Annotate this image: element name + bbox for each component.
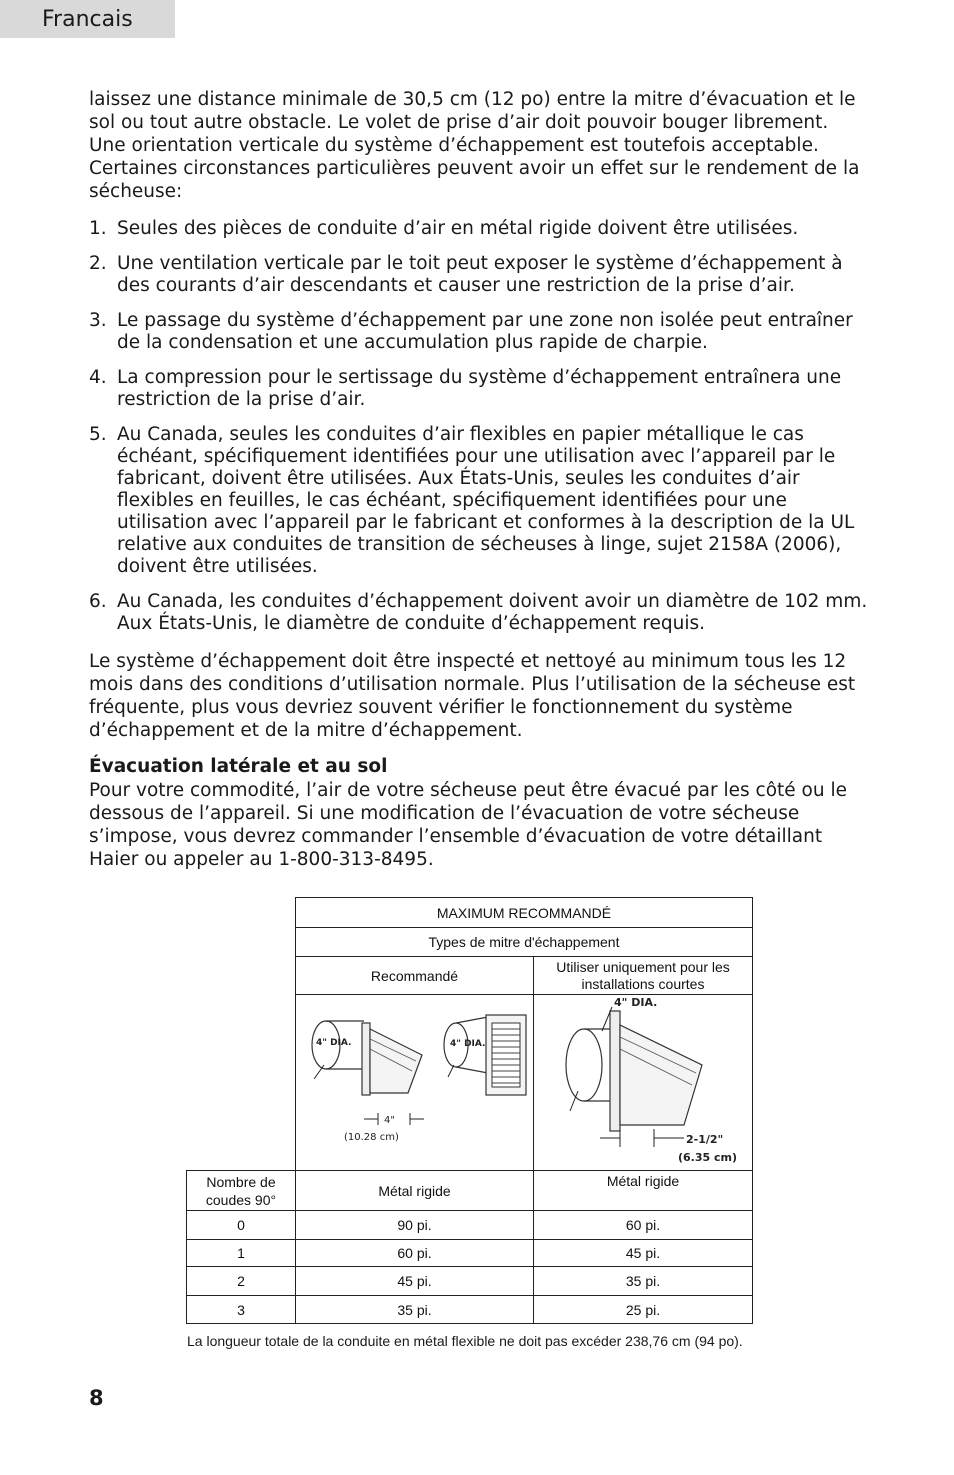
diameter-label: 4" DIA.	[316, 1038, 352, 1048]
recommended-hoods-figure	[296, 995, 534, 1171]
list-item	[89, 367, 869, 411]
table-row: 0 90 pi. 60 pi.	[187, 1211, 753, 1240]
table-title: MAXIMUM RECOMMANDÉ	[296, 898, 753, 928]
diameter-label: 4" DIA.	[450, 1039, 486, 1049]
section-paragraph: Pour votre commodité, l’air de votre sécheuse peut être évacué par les côté ou le dessous de l’appareil. Si une modification de l’évacuation de votre sécheuse s’impose, vous devrez commander l’ensemble d’évacuation de votre détaillant Haier ou appeler au 1-800-313-8495.	[89, 780, 848, 870]
inspection-paragraph: Le système d’échappement doit être inspecté et nettoyé au minimum tous les 12 mois dans des conditions d’utilisation normale. Plus l’utilisation de la sécheuse est fréquente, plus vous devriez souvent vérifier le fonctionnement du système d’échappement et de la mitre d’échappement.	[89, 651, 856, 741]
list-number: 3.	[89, 310, 107, 331]
list-text: Seules des pièces de conduite d’air en métal rigide doivent être utilisées.	[117, 218, 799, 239]
material-short: Métal rigide	[534, 1171, 753, 1211]
material-recommended: Métal rigide	[296, 1171, 534, 1211]
list-text: Une ventilation verticale par le toit peut exposer le système d’échappement à des courants d’air descendants et causer une restriction de la prise d’air.	[117, 253, 843, 296]
intro-paragraph: laissez une distance minimale de 30,5 cm (12 po) entre la mitre d’évacuation et le sol ou tout autre obstacle. Le volet de prise d’air doit pouvoir bouger librement. Une orientation verticale du système d’échappement est toutefois acceptable. Certaines circonstances particulières peuvent avoir un effet sur le rendement de la sécheuse:	[89, 89, 860, 202]
table-row: 3 35 pi. 25 pi.	[187, 1296, 753, 1324]
column-header-recommended: Recommandé	[296, 957, 534, 995]
table-row: 2 45 pi. 35 pi.	[187, 1267, 753, 1296]
table-subtitle: Types de mitre d'échappement	[296, 928, 753, 957]
column-header-short: Utiliser uniquement pour les installations courtes	[534, 957, 753, 995]
short-vent-hood-illustration	[534, 995, 752, 1167]
list-item	[89, 424, 869, 578]
section-heading: Évacuation latérale et au sol	[89, 756, 388, 777]
list-item	[89, 253, 869, 297]
language-tab: Francais	[0, 0, 175, 38]
requirements-list	[89, 218, 869, 648]
list-number: 5.	[89, 424, 107, 445]
list-number: 1.	[89, 218, 107, 239]
list-item	[89, 310, 869, 354]
vent-hood-illustration	[296, 995, 533, 1167]
short-install-hood-figure	[534, 995, 753, 1171]
list-item	[89, 591, 869, 635]
list-item	[89, 218, 869, 240]
table-footnote: La longueur totale de la conduite en métal flexible ne doit pas excéder 238,76 cm (94 po).	[187, 1333, 743, 1349]
dimension-label: 2-1/2"	[686, 1133, 724, 1146]
list-number: 4.	[89, 367, 107, 388]
list-text: Au Canada, les conduites d’échappement doivent avoir un diamètre de 102 mm. Aux États-Unis, le diamètre de conduite d’échappement requis.	[117, 591, 868, 634]
dimension-cm-label: (10.28 cm)	[344, 1132, 399, 1143]
list-text: Au Canada, seules les conduites d’air flexibles en papier métallique le cas échéant, spécifiquement identifiées pour une utilisation avec l’appareil par le fabricant, doivent être utilisées. Aux États-Unis, seules les conduites d’air flexibles en feuilles, le cas échéant, spécifiquement identifiées pour une utilisation avec l’appareil par le fabricant et conformes à la description de la UL relative aux conduites de transition de sécheuses à linge, sujet 2158A (2006), doivent être utilisées.	[117, 424, 855, 577]
exhaust-length-table	[186, 897, 753, 1324]
diameter-label: 4" DIA.	[614, 996, 658, 1009]
list-text: La compression pour le sertissage du système d’échappement entraînera une restriction de la prise d’air.	[117, 367, 842, 410]
list-number: 6.	[89, 591, 107, 612]
list-text: Le passage du système d’échappement par une zone non isolée peut entraîner de la condensation et une accumulation plus rapide de charpie.	[117, 310, 853, 353]
dimension-label: 4"	[384, 1115, 395, 1126]
list-number: 2.	[89, 253, 107, 274]
page-number: 8	[89, 1386, 104, 1410]
row-header-elbows: Nombre de coudes 90°	[187, 1171, 296, 1211]
table-row: 1 60 pi. 45 pi.	[187, 1240, 753, 1267]
dimension-cm-label: (6.35 cm)	[678, 1151, 738, 1164]
